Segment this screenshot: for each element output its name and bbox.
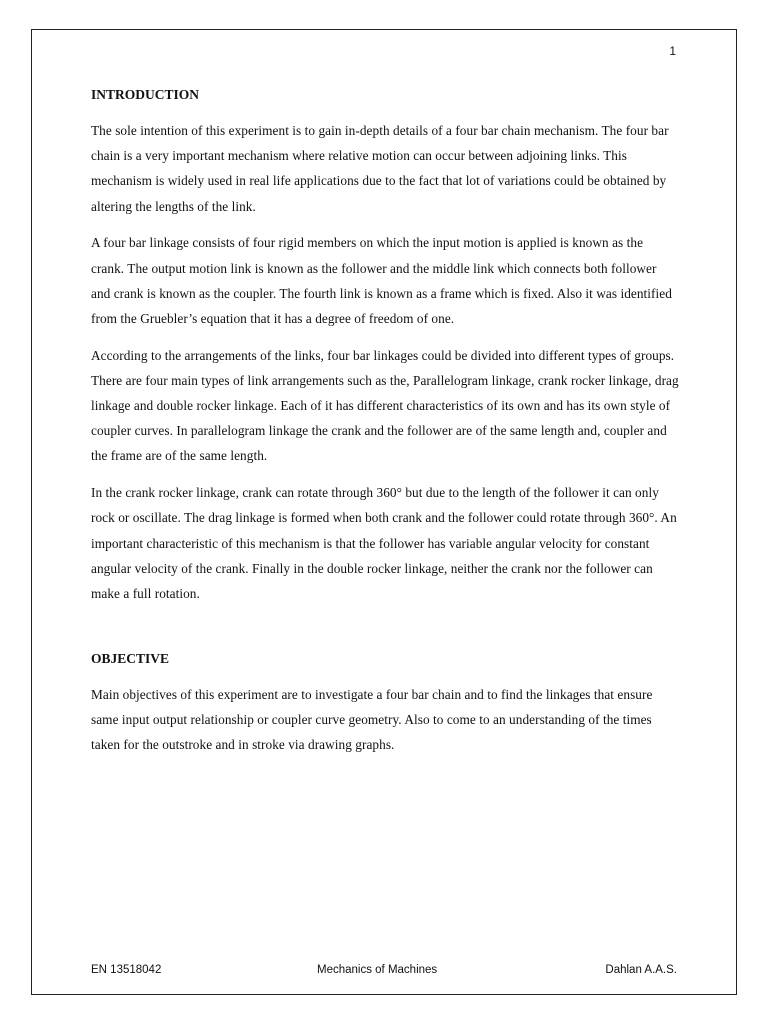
objective-paragraph: Main objectives of this experiment are to investigate a four bar chain and to find the linkages that ensure same input output relationship or coupler curve geometry. Also to come to an understanding of the times taken for the outstroke and in stroke via drawing graphs.: [91, 686, 653, 753]
footer-author: Dahlan A.A.S.: [605, 964, 677, 976]
introduction-heading: INTRODUCTION: [91, 87, 200, 102]
footer-course-title: Mechanics of Machines: [317, 964, 438, 976]
introduction-section: [91, 82, 679, 606]
introduction-paragraph: The sole intention of this experiment is to gain in-depth details of a four bar chain mechanism. The four bar chain is a very important mechanism where relative motion can occur between adjoining links. This mechanism is widely used in real life applications due to the fact that lot of variations could be obtained by altering the lengths of the link.: [91, 123, 669, 214]
page-number: 1: [669, 44, 676, 58]
objective-heading: OBJECTIVE: [91, 650, 170, 666]
objective-section: [91, 646, 679, 758]
footer-student-id: EN 13518042: [91, 964, 162, 976]
introduction-paragraph: In the crank rocker linkage, crank can rotate through 360° but due to the length of the follower it can only rock or oscillate. The drag linkage is formed when both crank and the follower could rotate through 360°. An important characteristic of this mechanism is that the follower has variable angular velocity for constant angular velocity of the crank. Finally in the double rocker linkage, neither the crank nor the follower can make a full rotation.: [91, 485, 677, 601]
introduction-paragraph: A four bar linkage consists of four rigid members on which the input motion is applied is known as the crank. The output motion link is known as the follower and the middle link which connects both follower and crank is known as the coupler. The fourth link is known as a frame which is fixed. Also it was identified from the Gruebler’s equation that it has a degree of freedom of one.: [91, 235, 672, 326]
document-body: [91, 82, 679, 769]
introduction-paragraph: According to the arrangements of the links, four bar linkages could be divided into different types of groups. There are four main types of link arrangements such as the, Parallelogram linkage, crank rocker linkage, drag linkage and double rocker linkage. Each of it has different characteristics of its own and has its own style of coupler curves. In parallelogram linkage the crank and the follower are of the same length and, coupler and the frame are of the same length.: [91, 347, 679, 464]
section-spacer: [91, 618, 679, 646]
page-footer: [91, 964, 679, 980]
